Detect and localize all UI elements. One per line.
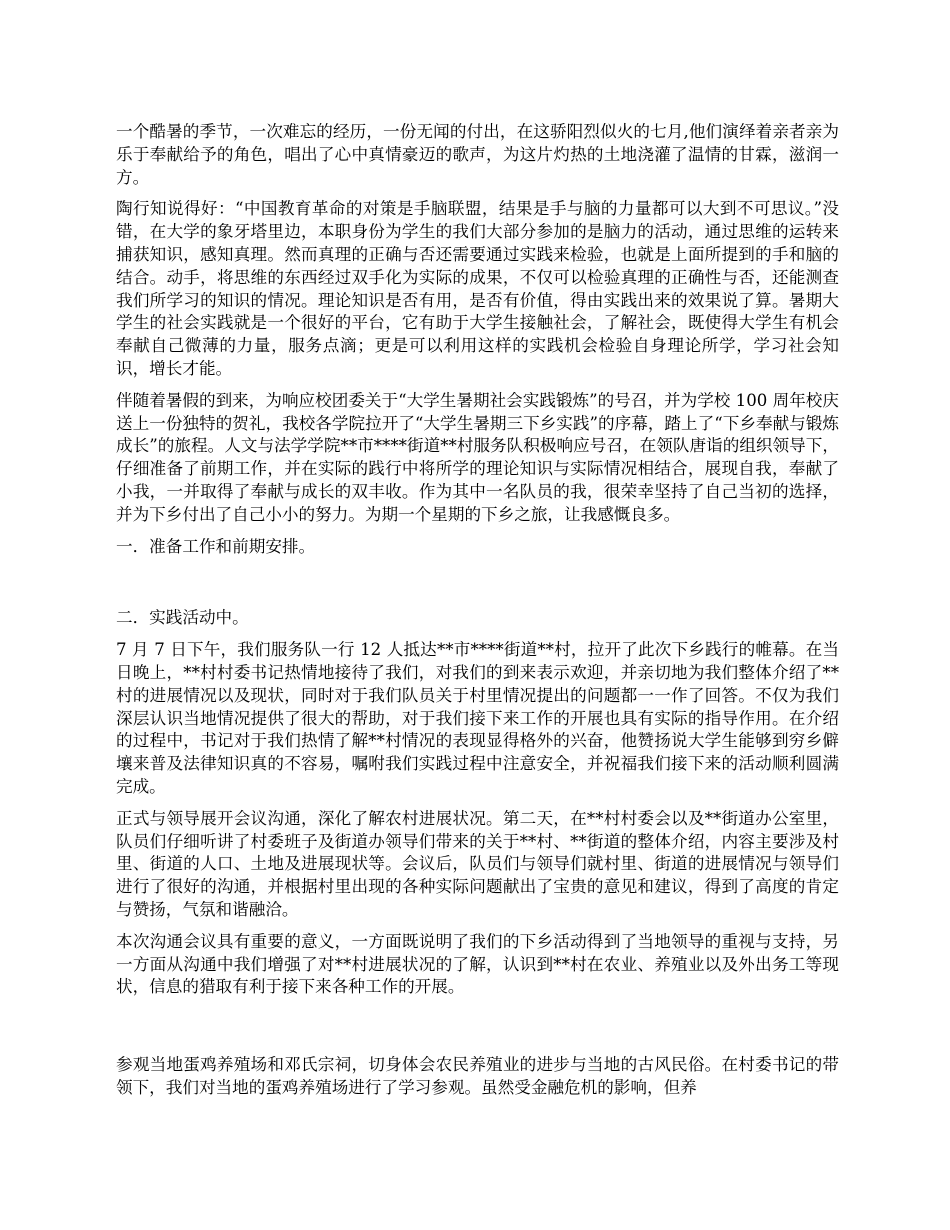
paragraph-meeting: 正式与领导展开会议沟通，深化了解农村进展状况。第二天，在**村村委会以及**街道办公室里，队员们仔细听讲了村委班子及街道办领导们带来的关于**村、**街道的整体介绍，内容主要涉及村里、街道的人口、土地及进展现状等。会议后，队员们与领导们就村里、街道的进展情况与领导们进行了很好的沟通，并根据村里出现的各种实际问题献出了宝贵的意见和建议，得到了高度的肯定与赞扬，气氛和谐融洽。 — [116, 808, 839, 919]
section-heading-preparation: 一．准备工作和前期安排。 — [116, 536, 316, 556]
paragraph-tao-xingzhi: 陶行知说得好：“中国教育革命的对策是手脑联盟，结果是手与脑的力量都可以大到不可思议。”没错，在大学的象牙塔里边，本职身份为学生的我们大部分参加的是脑力的活动，通过思维的运转来捕获知识，感知真理。然而真理的正确与否还需要通过实践来检验，也就是上面所提到的手和脑的结合。动手，将思维的东西经过双手化为实际的成果，不仅可以检验真理的正确性与否，还能测查我们所学习的知识的情况。理论知识是否有用，是否有价值，得由实践出来的效果说了算。暑期大学生的社会实践就是一个很好的平台，它有助于大学生接触社会，了解社会，既使得大学生有机会奉献自己微薄的力量，服务点滴；更是可以利用这样的实践机会检验自身理论所学，学习社会知识，增长才能。 — [116, 199, 839, 378]
paragraph-arrival: 7 月 7 日下午，我们服务队一行 12 人抵达**市****街道**村，拉开了此次下乡践行的帷幕。在当日晚上，**村村委书记热情地接待了我们，对我们的到来表示欢迎，并亲切地为我们整体介绍了**村的进展情况以及现状，同时对于我们队员关于村里情况提出的问题都一一作了回答。不仅为我们深层认识当地情况提供了很大的帮助，对于我们接下来工作的开展也具有实际的指导作用。在介绍的过程中，书记对于我们热情了解**村情况的表现显得格外的兴奋，他赞扬说大学生能够到穷乡僻壤来普及法律知识真的不容易，嘱咐我们实践过程中注意安全，并祝福我们接下来的活动顺利圆满完成。 — [116, 640, 839, 796]
blank-spacer — [116, 567, 839, 607]
paragraph-farm-visit: 参观当地蛋鸡养殖场和邓氏宗祠，切身体会农民养殖业的进步与当地的古风民俗。在村委书记的带领下，我们对当地的蛋鸡养殖场进行了学习参观。虽然受金融危机的影响，但养 — [116, 1055, 839, 1097]
paragraph-summer-practice: 伴随着暑假的到来，为响应校团委关于“大学生暑期社会实践锻炼”的号召，并为学校 100 周年校庆送上一份独特的贺礼，我校各学院拉开了“大学生暑期三下乡实践”的序幕，踏上了“下乡奉献与锻炼成长”的旅程。人文与法学学院**市****街道**村服务队积极响应号召，在领队唐诣的组织领导下，仔细准备了前期工作，并在实际的践行中将所学的理论知识与实际情况相结合，展现自我，奉献了小我，一并取得了奉献与成长的双丰收。作为其中一名队员的我，很荣幸坚持了自己当初的选择，并为下乡付出了自己小小的努力。为期一个星期的下乡之旅，让我感慨良多。 — [116, 390, 839, 524]
blank-spacer — [116, 1008, 839, 1054]
paragraph-meeting-significance: 本次沟通会议具有重要的意义，一方面既说明了我们的下乡活动得到了当地领导的重视与支持，另一方面从沟通中我们增强了对**村进展状况的了解，认识到**村在农业、养殖业以及外出务工等现状，信息的猎取有利于接下来各种工作的开展。 — [116, 931, 839, 997]
section-heading-activities: 二．实践活动中。 — [116, 608, 249, 628]
paragraph-intro: 一个酷暑的季节，一次难忘的经历，一份无闻的付出，在这骄阳烈似火的七月,他们演绎着亲者亲为乐于奉献给予的角色，唱出了心中真情豪迈的歌声，为这片灼热的土地浇灌了温情的甘霖，滋润一方。 — [116, 122, 839, 187]
